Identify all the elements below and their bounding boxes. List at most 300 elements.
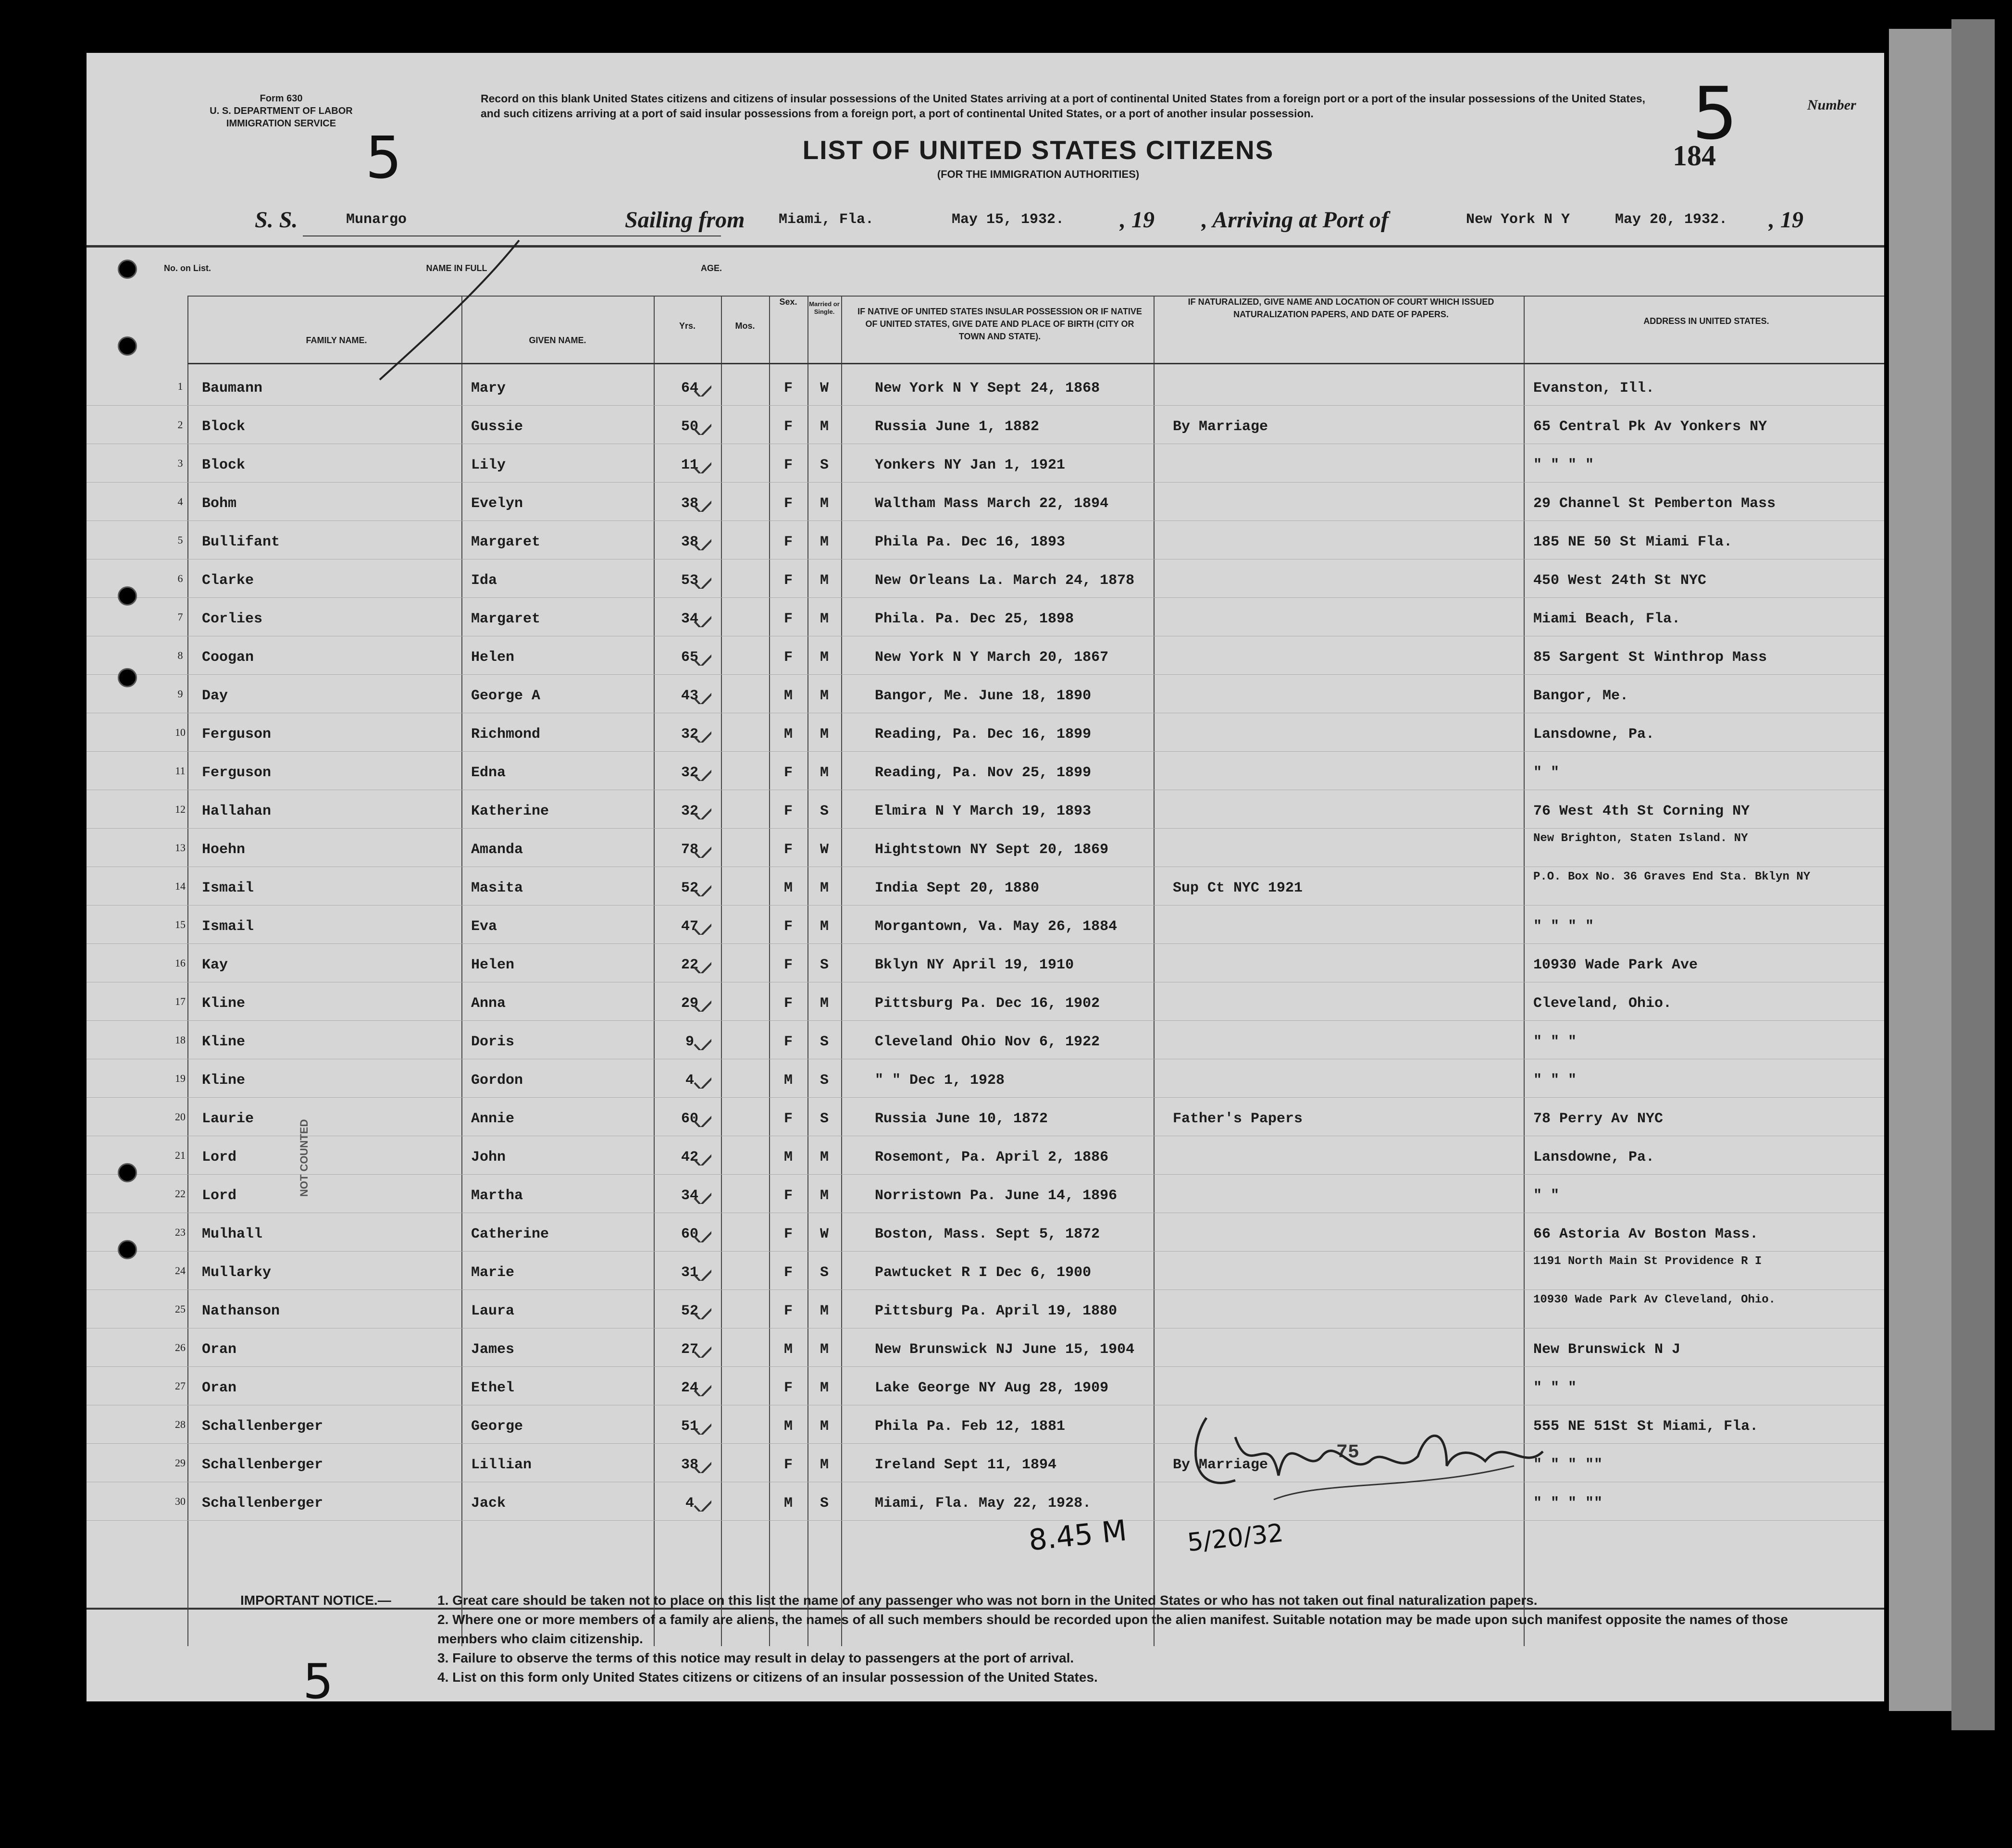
- table-row: [87, 1290, 1884, 1328]
- cell-family: Lord: [202, 1149, 237, 1166]
- cell-no: 3: [177, 457, 183, 469]
- cell-yrs: 50: [681, 419, 698, 435]
- table-row: [87, 560, 1884, 598]
- cell-birth: " " Dec 1, 1928: [875, 1072, 1005, 1089]
- cell-addr: 29 Channel St Pemberton Mass: [1533, 496, 1776, 512]
- cell-birth: Russia June 10, 1872: [875, 1111, 1048, 1127]
- cell-sex: F: [783, 995, 793, 1012]
- cell-ms: M: [820, 765, 829, 781]
- cell-ms: S: [820, 1111, 829, 1127]
- cell-yrs: 31: [681, 1265, 698, 1281]
- cell-ms: M: [820, 1149, 829, 1166]
- cell-addr: 450 West 24th St NYC: [1533, 572, 1707, 589]
- punch-hole: [118, 586, 137, 606]
- cell-birth: Pittsburg Pa. April 19, 1880: [875, 1303, 1118, 1319]
- cell-sex: F: [783, 1265, 793, 1281]
- cell-no: 12: [175, 803, 186, 815]
- record-note: Record on this blank United States citizens and citizens of insular possessions of the United States arriving at a port of continental United States from a foreign port or a port of the insular possessions of the United States, and such citizens arriving at a port of said insular possessions from a foreign port, a port of continental United States, or a port of another insular possession.: [481, 92, 1646, 120]
- table-row: [87, 637, 1884, 675]
- cell-yrs: 29: [681, 995, 698, 1012]
- cell-yrs: 32: [681, 803, 698, 819]
- cell-family: Hoehn: [202, 842, 246, 858]
- cell-no: 6: [177, 572, 183, 584]
- table-row: [87, 1252, 1884, 1290]
- cell-given: Gussie: [471, 419, 523, 435]
- cell-ms: M: [820, 572, 829, 589]
- checkmark-icon: [692, 1031, 711, 1050]
- cell-birth: Cleveland Ohio Nov 6, 1922: [875, 1034, 1100, 1050]
- checkmark-icon: [692, 839, 711, 858]
- cell-addr: 10930 Wade Park Av Cleveland, Ohio.: [1533, 1293, 1776, 1306]
- cell-birth: Phila Pa. Feb 12, 1881: [875, 1418, 1066, 1435]
- bottom-handwritten-number: 5: [303, 1653, 334, 1710]
- notice-item: 1. Great care should be taken not to place on this list the name of any passenger who was not born in the United States or who has not taken out final naturalization papers.: [437, 1593, 1538, 1608]
- cell-given: Ethel: [471, 1380, 515, 1396]
- cell-yrs: 51: [681, 1418, 698, 1435]
- punch-hole: [118, 1240, 137, 1259]
- cell-sex: F: [783, 496, 793, 512]
- cell-yrs: 65: [681, 649, 698, 666]
- cell-addr: 65 Central Pk Av Yonkers NY: [1533, 419, 1767, 435]
- cell-addr: Lansdowne, Pa.: [1533, 1149, 1655, 1166]
- cell-sex: M: [783, 1072, 793, 1089]
- table-row: [87, 1483, 1884, 1521]
- table-row: [87, 445, 1884, 483]
- cell-birth: New Brunswick NJ June 15, 1904: [875, 1341, 1135, 1358]
- cell-sex: M: [783, 880, 793, 896]
- cell-ms: W: [820, 1226, 829, 1242]
- header-sex: Sex.: [779, 297, 797, 307]
- table-row: [87, 714, 1884, 752]
- cell-family: Mullarky: [202, 1265, 272, 1281]
- checkmark-icon: [692, 493, 711, 512]
- cell-family: Laurie: [202, 1111, 254, 1127]
- cell-yrs: 52: [681, 1303, 698, 1319]
- cell-sex: F: [783, 534, 793, 550]
- table-row: [87, 868, 1884, 905]
- cell-yrs: 43: [681, 688, 698, 704]
- table-row: [87, 791, 1884, 829]
- cell-addr: 10930 Wade Park Ave: [1533, 957, 1698, 973]
- cell-sex: M: [783, 688, 793, 704]
- cell-no: 10: [175, 726, 186, 738]
- cell-no: 14: [175, 880, 186, 892]
- cell-family: Oran: [202, 1341, 237, 1358]
- cell-sex: F: [783, 1226, 793, 1242]
- cell-ms: M: [820, 1380, 829, 1396]
- cell-family: Bullifant: [202, 534, 280, 550]
- department-name: U. S. DEPARTMENT OF LABOR: [210, 106, 353, 116]
- cell-no: 28: [175, 1418, 186, 1430]
- checkmark-icon: [692, 1454, 711, 1473]
- cell-yrs: 60: [681, 1111, 698, 1127]
- cell-family: Ferguson: [202, 765, 272, 781]
- cell-addr: New Brighton, Staten Island. NY: [1533, 832, 1748, 845]
- cell-no: 5: [177, 534, 183, 546]
- cell-birth: Morgantown, Va. May 26, 1884: [875, 918, 1118, 935]
- header-birth: IF NATIVE OF UNITED STATES INSULAR POSSESSION OR IF NATIVE OF UNITED STATES, GIVE DATE AND PLACE OF BIRTH (CITY OR TOWN AND STATE).: [857, 307, 1142, 341]
- cell-given: Richmond: [471, 726, 541, 743]
- table-row: [87, 483, 1884, 521]
- cell-family: Baumann: [202, 380, 263, 397]
- page-subtitle: (FOR THE IMMIGRATION AUTHORITIES): [937, 168, 1140, 180]
- cell-no: 27: [175, 1380, 186, 1392]
- checkmark-icon: [692, 1415, 711, 1435]
- time-annotation: 8.45 M: [1027, 1513, 1129, 1558]
- cell-family: Schallenberger: [202, 1418, 323, 1435]
- cell-ms: M: [820, 1188, 829, 1204]
- table-row: [87, 1214, 1884, 1252]
- cell-given: Edna: [471, 765, 506, 781]
- cell-no: 29: [175, 1457, 186, 1469]
- cell-family: Kay: [202, 957, 228, 973]
- cell-birth: Phila. Pa. Dec 25, 1898: [875, 611, 1074, 627]
- cell-addr: 185 NE 50 St Miami Fla.: [1533, 534, 1733, 550]
- table-row: [87, 944, 1884, 982]
- cell-birth: Reading, Pa. Nov 25, 1899: [875, 765, 1092, 781]
- cell-no: 7: [177, 611, 183, 623]
- cell-no: 24: [175, 1265, 186, 1277]
- cell-yrs: 32: [681, 726, 698, 743]
- cell-yrs: 32: [681, 765, 698, 781]
- cell-family: Kline: [202, 1034, 246, 1050]
- cell-sex: F: [783, 572, 793, 589]
- cell-given: Katherine: [471, 803, 549, 819]
- cell-birth: New Orleans La. March 24, 1878: [875, 572, 1135, 589]
- cell-ms: M: [820, 496, 829, 512]
- cell-given: Ida: [471, 572, 497, 589]
- cell-ms: M: [820, 1303, 829, 1319]
- cell-addr: Miami Beach, Fla.: [1533, 611, 1681, 627]
- cell-given: Lily: [471, 457, 506, 473]
- checkmark-icon: [692, 1377, 711, 1396]
- cell-birth: Pawtucket R I Dec 6, 1900: [875, 1265, 1092, 1281]
- cell-yrs: 38: [681, 496, 698, 512]
- checkmark-icon: [692, 877, 711, 896]
- cell-addr: New Brunswick N J: [1533, 1341, 1681, 1358]
- cell-given: Evelyn: [471, 496, 523, 512]
- checkmark-icon: [692, 1069, 711, 1089]
- cell-given: Masita: [471, 880, 523, 896]
- arriving-year-label: , 19: [1769, 207, 1803, 233]
- cell-given: Lillian: [471, 1457, 532, 1473]
- cell-addr: Bangor, Me.: [1533, 688, 1629, 704]
- cell-no: 23: [175, 1226, 186, 1238]
- cell-addr: Lansdowne, Pa.: [1533, 726, 1655, 743]
- cell-ms: S: [820, 1034, 829, 1050]
- cell-sex: F: [783, 419, 793, 435]
- cell-ms: S: [820, 957, 829, 973]
- checkmark-icon: [692, 1185, 711, 1204]
- cell-no: 9: [177, 688, 183, 700]
- cell-nat: Sup Ct NYC 1921: [1173, 880, 1303, 896]
- cell-no: 26: [175, 1341, 186, 1353]
- cell-ms: M: [820, 419, 829, 435]
- cell-birth: Bangor, Me. June 18, 1890: [875, 688, 1092, 704]
- arriving-label: , Arriving at Port of: [1202, 207, 1389, 233]
- cell-sex: F: [783, 1380, 793, 1396]
- cell-ms: W: [820, 380, 829, 397]
- cell-birth: India Sept 20, 1880: [875, 880, 1040, 896]
- cell-family: Kline: [202, 1072, 246, 1089]
- table-row: [87, 752, 1884, 790]
- arriving-port: New York N Y: [1466, 211, 1570, 228]
- checkmark-icon: [692, 1492, 711, 1512]
- header-no: No. on List.: [164, 263, 211, 273]
- cell-no: 25: [175, 1303, 186, 1315]
- cell-family: Mulhall: [202, 1226, 263, 1242]
- cell-sex: F: [783, 649, 793, 666]
- table-row: [87, 829, 1884, 867]
- checkmark-icon: [692, 608, 711, 627]
- checkmark-icon: [692, 800, 711, 819]
- table-row: [87, 1175, 1884, 1213]
- checkmark-icon: [692, 723, 711, 743]
- cell-family: Coogan: [202, 649, 254, 666]
- ship-name: Munargo: [346, 211, 407, 228]
- form-identifier: [202, 92, 360, 130]
- checkmark-icon: [692, 646, 711, 666]
- table-row: [87, 598, 1884, 636]
- cell-yrs: 42: [681, 1149, 698, 1166]
- table-row: [87, 983, 1884, 1021]
- cell-given: James: [471, 1341, 515, 1358]
- notice-item: 4. List on this form only United States citizens or citizens of an insular possession of the United States.: [437, 1670, 1098, 1685]
- cell-sex: M: [783, 1341, 793, 1358]
- cell-family: Corlies: [202, 611, 263, 627]
- checkmark-icon: [692, 1146, 711, 1166]
- cell-sex: M: [783, 1418, 793, 1435]
- cell-no: 18: [175, 1034, 186, 1046]
- table-row: [87, 1098, 1884, 1136]
- cell-given: Helen: [471, 649, 515, 666]
- header-mos: Mos.: [735, 321, 755, 331]
- cell-given: Jack: [471, 1495, 506, 1512]
- cell-yrs: 22: [681, 957, 698, 973]
- cell-nat: Father's Papers: [1173, 1111, 1303, 1127]
- cell-family: Lord: [202, 1188, 237, 1204]
- cell-no: 22: [175, 1188, 186, 1200]
- table-row: [87, 406, 1884, 444]
- checkmark-icon: [692, 570, 711, 589]
- cell-ms: M: [820, 1341, 829, 1358]
- header-given-name: GIVEN NAME.: [529, 335, 586, 345]
- cell-no: 11: [175, 765, 186, 777]
- cell-birth: Bklyn NY April 19, 1910: [875, 957, 1074, 973]
- cell-no: 13: [175, 842, 186, 854]
- cell-given: Doris: [471, 1034, 515, 1050]
- cell-sex: F: [783, 611, 793, 627]
- cell-birth: Reading, Pa. Dec 16, 1899: [875, 726, 1092, 743]
- cell-no: 20: [175, 1111, 186, 1123]
- cell-given: John: [471, 1149, 506, 1166]
- notice-item: 2. Where one or more members of a family are aliens, the names of all such members should be recorded upon the alien manifest. Suitable notation may be made upon such manifest opposite the names of those members who claim citizenship.: [437, 1612, 1788, 1646]
- cell-yrs: 4: [685, 1072, 694, 1089]
- cell-addr: 78 Perry Av NYC: [1533, 1111, 1664, 1127]
- cell-ms: S: [820, 1265, 829, 1281]
- not-counted-stamp: NOT COUNTED: [298, 1119, 310, 1197]
- cell-given: Gordon: [471, 1072, 523, 1089]
- cell-addr: " ": [1533, 1188, 1560, 1204]
- cell-given: George: [471, 1418, 523, 1435]
- cell-birth: New York N Y Sept 24, 1868: [875, 380, 1100, 397]
- cell-no: 1: [177, 380, 183, 392]
- cell-addr: 85 Sargent St Winthrop Mass: [1533, 649, 1767, 666]
- checkmark-icon: [692, 916, 711, 935]
- number-value: 5: [1692, 72, 1738, 156]
- cell-addr: Cleveland, Ohio.: [1533, 995, 1672, 1012]
- cell-addr: " " " ": [1533, 457, 1594, 473]
- cell-addr: " " " "": [1533, 1495, 1603, 1512]
- officer-signature: [1178, 1408, 1610, 1514]
- cell-yrs: 38: [681, 1457, 698, 1473]
- table-row: [87, 1060, 1884, 1098]
- checkmark-icon: [692, 1108, 711, 1127]
- cell-birth: Elmira N Y March 19, 1893: [875, 803, 1092, 819]
- punch-hole: [118, 1163, 137, 1182]
- cell-addr: 1191 North Main St Providence R I: [1533, 1255, 1762, 1268]
- date-annotation: 5/20/32: [1186, 1518, 1285, 1558]
- cell-family: Hallahan: [202, 803, 272, 819]
- cell-yrs: 53: [681, 572, 698, 589]
- cell-given: Eva: [471, 918, 497, 935]
- cell-sex: M: [783, 1149, 793, 1166]
- cell-given: Amanda: [471, 842, 523, 858]
- cell-given: Margaret: [471, 534, 541, 550]
- header-naturalized: IF NATURALIZED, GIVE NAME AND LOCATION OF COURT WHICH ISSUED NATURALIZATION PAPERS, AND DATE OF PAPERS.: [1188, 297, 1494, 319]
- cell-ms: M: [820, 611, 829, 627]
- cell-family: Schallenberger: [202, 1495, 323, 1512]
- cell-yrs: 11: [681, 457, 698, 473]
- table-row: [87, 675, 1884, 713]
- cell-family: Block: [202, 419, 246, 435]
- checkmark-icon: [692, 1262, 711, 1281]
- cell-yrs: 34: [681, 611, 698, 627]
- cell-given: Anna: [471, 995, 506, 1012]
- cell-birth: Norristown Pa. June 14, 1896: [875, 1188, 1118, 1204]
- cell-addr: " " ": [1533, 1072, 1577, 1089]
- sheet-number: 184: [1673, 140, 1716, 172]
- cell-addr: 76 West 4th St Corning NY: [1533, 803, 1750, 819]
- cell-addr: 66 Astoria Av Boston Mass.: [1533, 1226, 1759, 1242]
- cell-sex: F: [783, 1034, 793, 1050]
- checkmark-icon: [692, 416, 711, 435]
- cell-no: 8: [177, 649, 183, 661]
- cell-birth: Russia June 1, 1882: [875, 419, 1040, 435]
- passenger-table: [87, 245, 1884, 1610]
- cell-family: Schallenberger: [202, 1457, 323, 1473]
- cell-no: 19: [175, 1072, 186, 1084]
- cell-no: 4: [177, 496, 183, 508]
- cell-family: Ismail: [202, 880, 254, 896]
- cell-yrs: 38: [681, 534, 698, 550]
- cell-ms: S: [820, 1072, 829, 1089]
- cell-addr: " " ": [1533, 1034, 1577, 1050]
- cell-given: Marie: [471, 1265, 515, 1281]
- cell-sex: M: [783, 1495, 793, 1512]
- cell-addr: " ": [1533, 765, 1560, 781]
- cell-ms: S: [820, 1495, 829, 1512]
- cell-birth: Phila Pa. Dec 16, 1893: [875, 534, 1066, 550]
- service-name: IMMIGRATION SERVICE: [226, 118, 336, 129]
- cell-yrs: 64: [681, 380, 698, 397]
- cell-ms: M: [820, 1418, 829, 1435]
- cell-given: Mary: [471, 380, 506, 397]
- cell-no: 2: [177, 419, 183, 431]
- form-number: Form 630: [260, 93, 303, 104]
- ss-label: S. S.: [255, 207, 298, 233]
- cell-birth: Boston, Mass. Sept 5, 1872: [875, 1226, 1100, 1242]
- cell-given: Annie: [471, 1111, 515, 1127]
- cell-nat: By Marriage: [1173, 1457, 1268, 1473]
- cell-nat: By Marriage: [1173, 419, 1268, 435]
- header-age: AGE.: [700, 263, 722, 273]
- cell-sex: F: [783, 1303, 793, 1319]
- checkmark-icon: [692, 377, 711, 397]
- table-row: [87, 1329, 1884, 1367]
- cell-yrs: 24: [681, 1380, 698, 1396]
- cell-addr: " " " ": [1533, 918, 1594, 935]
- cell-birth: Miami, Fla. May 22, 1928.: [875, 1495, 1092, 1512]
- cell-no: 17: [175, 995, 186, 1007]
- checkmark-icon: [692, 762, 711, 781]
- punch-hole: [118, 336, 137, 356]
- notice-items: [437, 1591, 1831, 1687]
- cell-birth: Yonkers NY Jan 1, 1921: [875, 457, 1066, 473]
- checkmark-icon: [692, 685, 711, 704]
- checkmark-icon: [692, 954, 711, 973]
- cell-birth: Ireland Sept 11, 1894: [875, 1457, 1057, 1473]
- cell-family: Oran: [202, 1380, 237, 1396]
- cell-ms: M: [820, 688, 829, 704]
- cell-given: Margaret: [471, 611, 541, 627]
- cell-ms: M: [820, 649, 829, 666]
- cell-yrs: 4: [685, 1495, 694, 1512]
- table-row: [87, 521, 1884, 559]
- cell-given: Catherine: [471, 1226, 549, 1242]
- cell-yrs: 34: [681, 1188, 698, 1204]
- cell-no: 30: [175, 1495, 186, 1507]
- cell-given: Martha: [471, 1188, 523, 1204]
- cell-sex: F: [783, 957, 793, 973]
- handwritten-number: 5: [365, 125, 402, 192]
- cell-birth: Waltham Mass March 22, 1894: [875, 496, 1109, 512]
- table-row: [87, 1137, 1884, 1175]
- punch-hole: [118, 260, 137, 279]
- cell-family: Clarke: [202, 572, 254, 589]
- cell-ms: M: [820, 995, 829, 1012]
- cell-sex: F: [783, 803, 793, 819]
- checkmark-icon: [692, 1223, 711, 1242]
- cell-sex: F: [783, 1111, 793, 1127]
- sailing-year-label: , 19: [1120, 207, 1155, 233]
- cell-yrs: 27: [681, 1341, 698, 1358]
- cell-family: Day: [202, 688, 228, 704]
- cell-addr: P.O. Box No. 36 Graves End Sta. Bklyn NY: [1533, 870, 1811, 883]
- cell-family: Ismail: [202, 918, 254, 935]
- checkmark-icon: [692, 1339, 711, 1358]
- pen-stroke: [346, 236, 538, 399]
- header-yrs: Yrs.: [679, 321, 696, 331]
- table-row: [87, 1367, 1884, 1405]
- header-family-name: FAMILY NAME.: [306, 335, 367, 345]
- cell-yrs: 9: [685, 1034, 694, 1050]
- cell-given: Laura: [471, 1303, 515, 1319]
- arriving-date: May 20, 1932.: [1615, 211, 1728, 228]
- manifest-sheet: [87, 53, 1884, 1710]
- notice-label: IMPORTANT NOTICE.—: [240, 1593, 391, 1608]
- sheet-edge: [1889, 29, 1961, 1711]
